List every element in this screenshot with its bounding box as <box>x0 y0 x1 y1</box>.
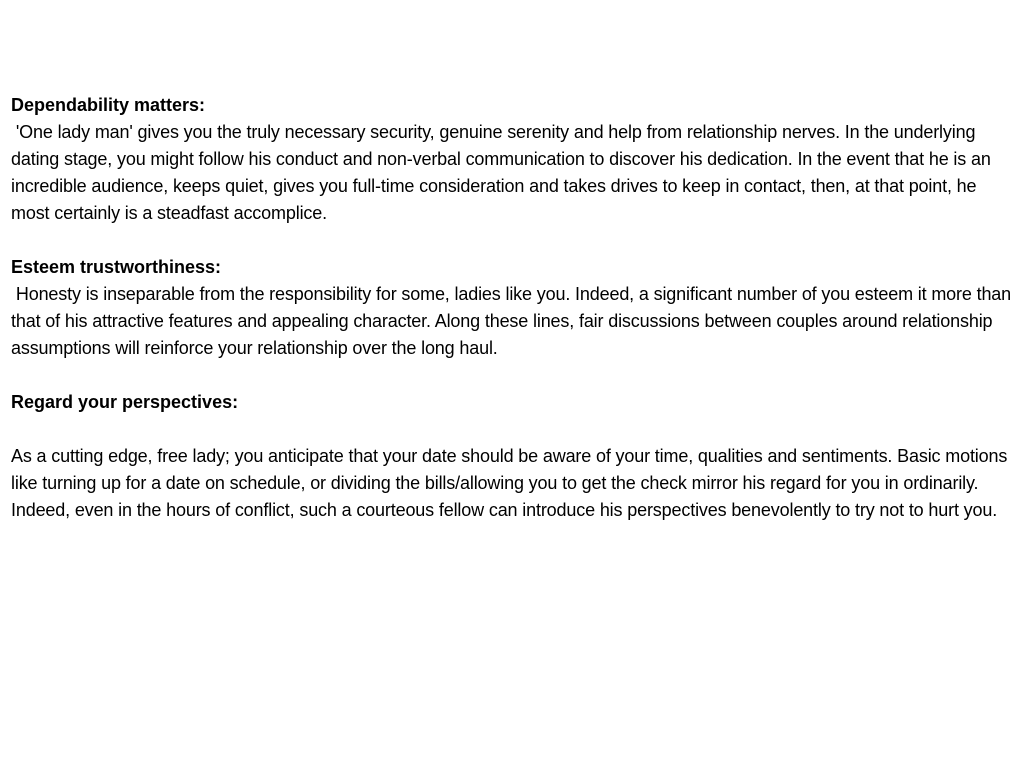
section-perspectives <box>11 389 1017 524</box>
section-paragraph: Honesty is inseparable from the responsibility for some, ladies like you. Indeed, a significant number of you esteem it more than that of his attractive features and appealing character. Along these lines, fair discussions between couples around relationship assumptions will reinforce your relationship over the long haul. <box>11 284 1016 358</box>
section-heading: Regard your perspectives: <box>11 392 239 412</box>
section-trustworthiness <box>11 254 1017 362</box>
section-paragraph: As a cutting edge, free lady; you anticipate that your date should be aware of your time, qualities and sentiments. Basic motions like turning up for a date on schedule, or dividing the bills/allowing you to get the check mirror his regard for you in ordinarily. Indeed, even in the hours of conflict, such a courteous fellow can introduce his perspectives benevolently to try not to hurt you. <box>11 446 1013 520</box>
section-heading: Dependability matters: <box>11 95 206 115</box>
section-paragraph: 'One lady man' gives you the truly necessary security, genuine serenity and help from relationship nerves. In the underlying dating stage, you might follow his conduct and non-verbal communication to discover his dedication. In the event that he is an incredible audience, keeps quiet, gives you full-time consideration and takes drives to keep in contact, then, at that point, he most certainly is a steadfast accomplice. <box>11 122 996 223</box>
section-heading: Esteem trustworthiness: <box>11 257 222 277</box>
section-dependability <box>11 92 1017 227</box>
slide-content <box>11 92 1017 551</box>
blank-line <box>11 416 1017 443</box>
